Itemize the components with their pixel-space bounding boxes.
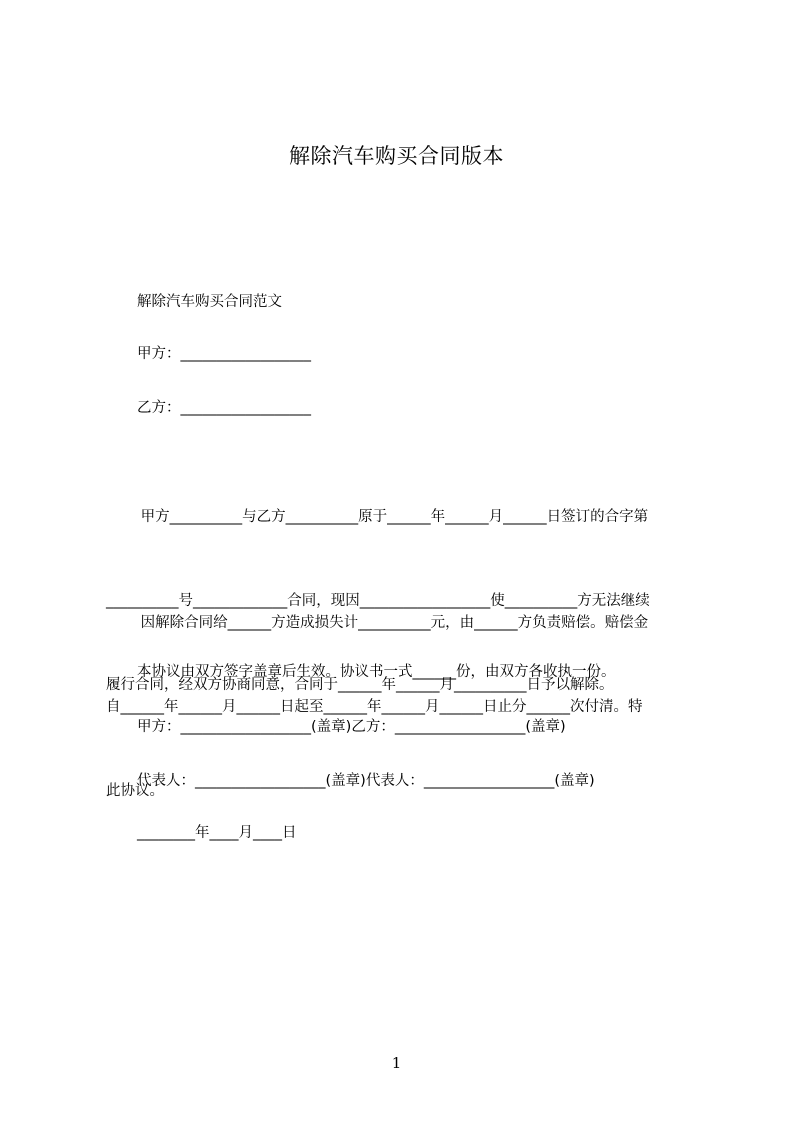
document-title: 解除汽车购买合同版本 [289, 144, 504, 168]
signature-date-line: ________年____月____日 [137, 825, 297, 841]
signature-representatives-line: 代表人：__________________(盖章)代表人：__________________(盖章) [137, 773, 595, 789]
clause-termination-line-2: __________号_____________合同，现因__________________使__________方无法继续 [106, 593, 650, 609]
clause-compensation [106, 553, 700, 861]
page-number: 1 [391, 1054, 402, 1072]
clause-termination-line-1: 甲方__________与乙方__________原于______年______月______日签订的合字第 [136, 509, 649, 525]
clause-compensation-line-3: 此协议。 [106, 783, 164, 799]
clause-compensation-line-1: 因解除合同给______方造成损失计__________元，由______方负责赔偿。赔偿金 [136, 615, 649, 631]
signature-parties-line: 甲方：__________________(盖章)乙方：__________________(盖章) [137, 719, 566, 735]
clause-termination-line-3: 履行合同，经双方协商同意，合同于______年______月__________日予以解除。 [106, 677, 614, 693]
party-b-line: 乙方：__________________ [137, 400, 311, 416]
party-a-line: 甲方：__________________ [137, 346, 311, 362]
clause-compensation-line-2: 自______年______月______日起至______年______月______日止分______次付清。特 [106, 699, 643, 715]
effect-clause: 本协议由双方签字盖章后生效。协议书一式______份，由双方各收执一份。 [137, 664, 616, 680]
document-subtitle: 解除汽车购买合同范文 [137, 294, 282, 310]
